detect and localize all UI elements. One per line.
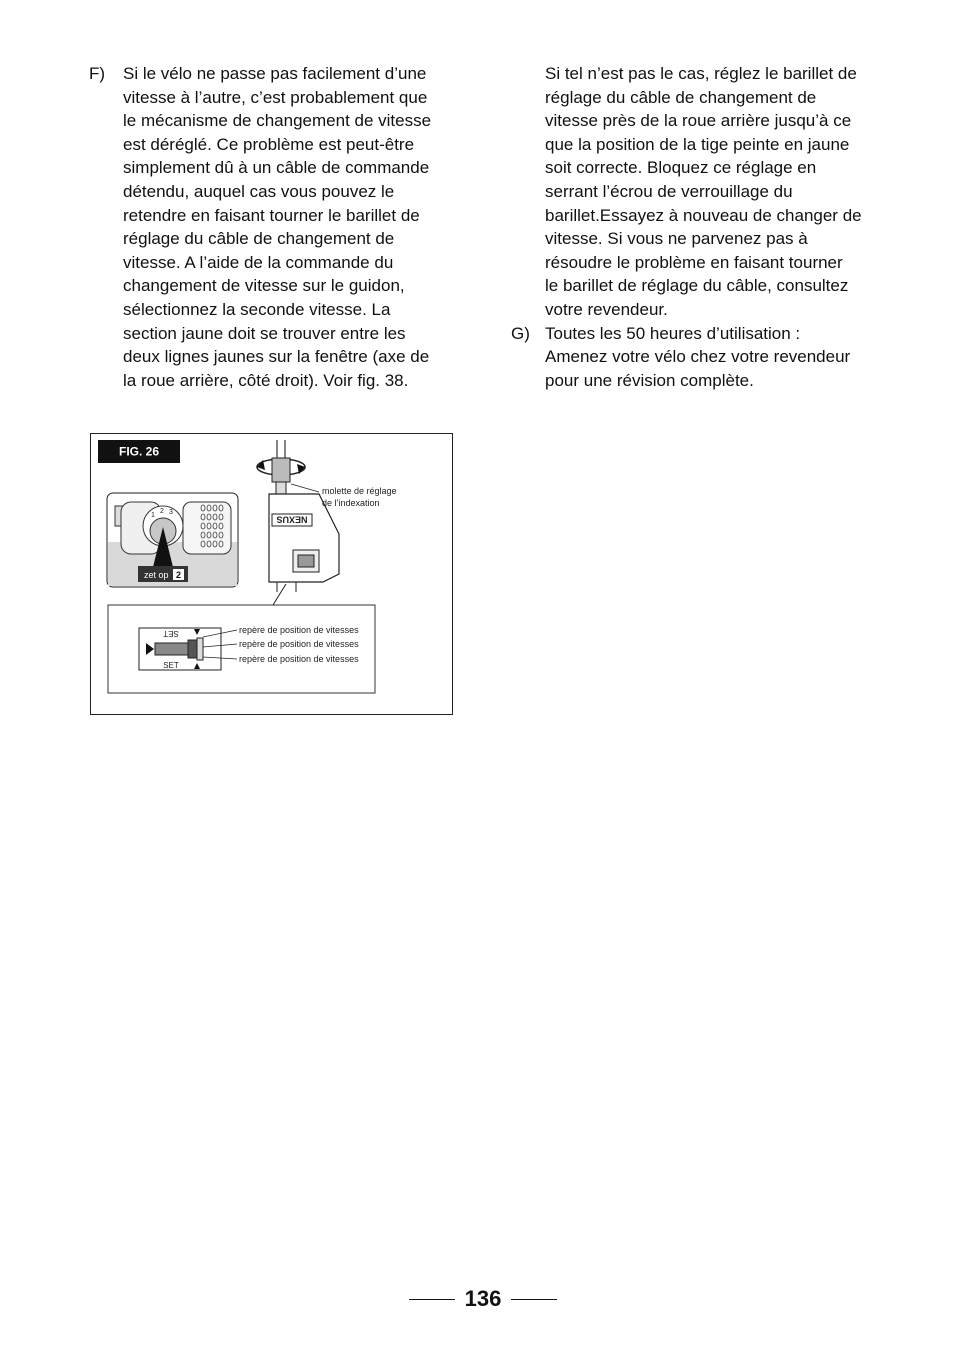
text-line: changement de vitesse sur le guidon, [123, 276, 405, 296]
adjustment-knob-icon [272, 458, 290, 482]
callout-mark: repère de position de vitesses [239, 625, 359, 635]
text-line: section jaune doit se trouver entre les [123, 323, 406, 343]
text-line: la roue arrière, côté droit). Voir fig. 38. [123, 370, 409, 390]
item-g-text [545, 322, 901, 393]
hub-illustration [257, 440, 397, 605]
text-line: résoudre le problème en faisant tourner [545, 252, 843, 272]
text-line: serrant l’écrou de verrouillage du [545, 181, 793, 201]
shifter-caption-number: 2 [175, 570, 182, 580]
footer-rule [511, 1299, 557, 1300]
text-line: détendu, auquel cas vous pouvez le [123, 181, 395, 201]
item-g-marker: G) [511, 323, 530, 343]
text-line: vitesse près de la roue arrière jusqu’à ce [545, 111, 852, 131]
text-line: Si tel n’est pas le cas, réglez le barillet de [545, 64, 857, 83]
text-line: deux lignes jaunes sur la fenêtre (axe de [123, 347, 430, 367]
text-line: est déréglé. Ce problème est peut-être [123, 134, 415, 154]
text-line: réglage du câble de changement de [123, 229, 395, 249]
text-line: vitesse à l’autre, c’est probablement que [123, 87, 428, 107]
text-line: pour une révision complète. [545, 370, 754, 390]
shifter-caption: zet op [144, 570, 169, 580]
figure-26 [90, 433, 453, 715]
window-label-bottom: SET [163, 661, 179, 670]
callout-mark: repère de position de vitesses [239, 639, 359, 649]
hub-brand: NEXUS [276, 514, 308, 525]
shifter-inset [107, 493, 238, 587]
text-line: simplement dû à un câble de commande [123, 158, 430, 178]
right-column [511, 62, 901, 392]
figure-label: FIG. 26 [118, 444, 160, 459]
item-f [89, 62, 469, 392]
text-line: le barillet de réglage du câble, consultez [545, 276, 849, 296]
callout-mark: repère de position de vitesses [239, 654, 359, 664]
text-line: réglage du câble de changement de [545, 87, 817, 107]
text-line: barillet.Essayez à nouveau de changer de [545, 205, 862, 225]
text-line: votre revendeur. [545, 299, 668, 319]
text-line: retendre en faisant tourner le barillet de [123, 205, 420, 225]
callout-knob-line1: molette de réglage [322, 486, 397, 496]
dial-number: 1 [151, 512, 155, 519]
figure-illustration [91, 434, 454, 716]
text-line: vitesse. A l’aide de la commande du [123, 252, 394, 272]
text-line: que la position de la tige peinte en jaune [545, 134, 850, 154]
text-line: sélectionnez la seconde vitesse. La [123, 299, 391, 319]
item-f-continued [511, 62, 901, 322]
text-line: le mécanisme de changement de vitesse [123, 111, 432, 131]
text-line: Amenez votre vélo chez votre revendeur [545, 347, 851, 367]
window-detail-inset [108, 605, 375, 693]
page-number: 136 [464, 1286, 502, 1311]
window-label-top: SET [163, 629, 179, 638]
dial-number: 2 [160, 508, 164, 515]
item-f-continued-text [545, 62, 901, 322]
text-line: Si le vélo ne passe pas facilement d’une [123, 64, 427, 83]
dial-number: 3 [169, 509, 173, 516]
text-line: Toutes les 50 heures d’utilisation : [545, 323, 801, 343]
page-footer [409, 1285, 557, 1313]
item-f-marker: F) [89, 64, 106, 83]
item-g [511, 322, 901, 393]
callout-knob-line2: de l’indexation [322, 498, 380, 508]
item-f-text [123, 62, 469, 392]
left-column [89, 62, 469, 392]
text-line: vitesse. Si vous ne parvenez pas à [545, 229, 808, 249]
text-line: soit correcte. Bloquez ce réglage en [545, 158, 817, 178]
